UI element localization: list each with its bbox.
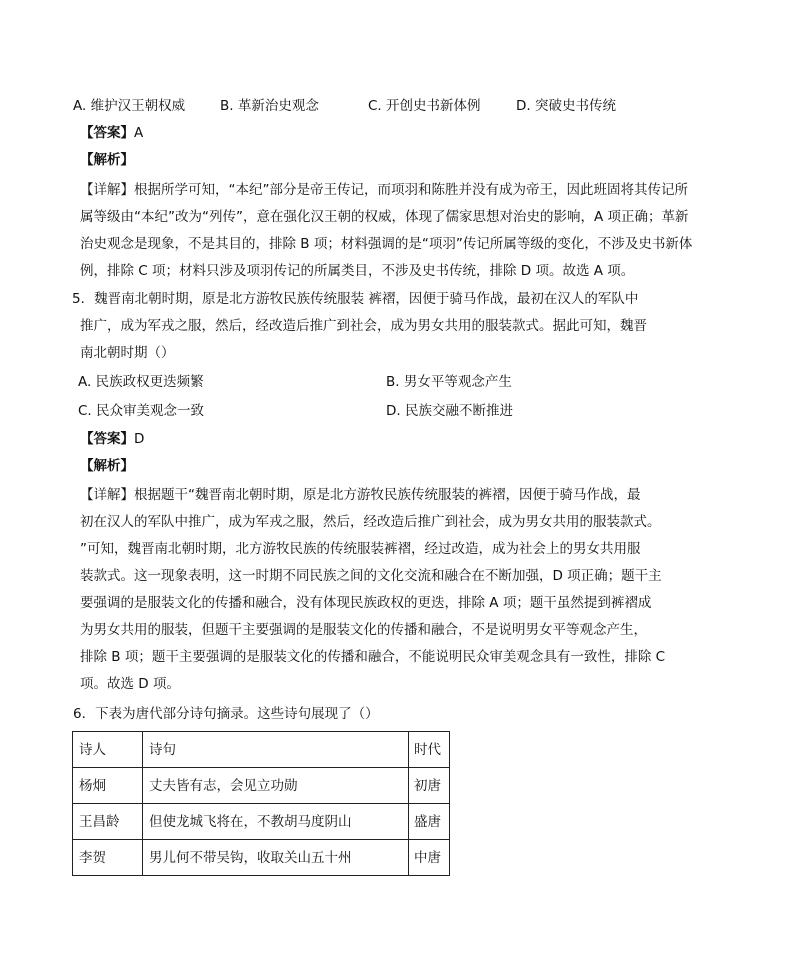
q4-option-b: B. 革新治史观念 xyxy=(220,98,319,114)
header-verse: 诗句 xyxy=(143,732,409,768)
q5-detail-line: 为男女共用的服装，但题干主要强调的是服装文化的传播和融合，不是说明男女平等观念产生， xyxy=(80,622,647,638)
q4-option-d: D. 突破史书传统 xyxy=(516,98,616,114)
q5-detail-line: 初在汉人的军队中推广，成为军戎之服，然后，经改造后推广到社会，成为男女共用的服装款式。 xyxy=(80,514,661,530)
q4-detail-line: 属等级由“本纪”改为“列传”，意在强化汉王朝的权威，体现了儒家思想对治史的影响，A 项正确；革新 xyxy=(80,209,689,225)
answer-value: D xyxy=(134,431,145,447)
q5-option-d: D. 民族交融不断推进 xyxy=(386,403,513,419)
q4-detail-line: 例，排除 C 项；材料只涉及项羽传记的所属类目，不涉及史书传统，排除 D 项。故选 A 项。 xyxy=(80,263,635,279)
cell-era: 盛唐 xyxy=(409,804,450,840)
cell-poet: 李贺 xyxy=(73,840,143,876)
q5-stem-line: 推广，成为军戎之服，然后，经改造后推广到社会，成为男女共用的服装款式。据此可知，魏晋 xyxy=(80,318,647,334)
q5-detail-line: 排除 B 项；题干主要强调的是服装文化的传播和融合，不能说明民众审美观念具有一致性，排除 C xyxy=(80,649,666,665)
header-era: 时代 xyxy=(409,732,450,768)
q5-option-b: B. 男女平等观念产生 xyxy=(386,374,512,390)
q4-option-a: A. 维护汉王朝权威 xyxy=(73,98,186,114)
q5-analysis-label: 【解析】 xyxy=(80,458,134,474)
q5-detail-line: 项。故选 D 项。 xyxy=(80,676,180,692)
cell-era: 中唐 xyxy=(409,840,450,876)
q4-detail-line: 【详解】根据所学可知，“本纪”部分是帝王传记，而项羽和陈胜并没有成为帝王，因此班固将其传记所 xyxy=(80,182,688,198)
cell-poet: 杨炯 xyxy=(73,768,143,804)
cell-verse: 但使龙城飞将在，不教胡马度阴山 xyxy=(143,804,409,840)
q4-answer xyxy=(80,123,143,143)
table-header-row xyxy=(73,732,450,768)
q5-detail-line: ”可知，魏晋南北朝时期，北方游牧民族的传统服装裤褶，经过改造，成为社会上的男女共用服 xyxy=(80,541,641,557)
q5-detail-line: 要强调的是服装文化的传播和融合，没有体现民族政权的更迭，排除 A 项；题干虽然提到裤褶成 xyxy=(80,595,652,611)
q5-stem-line: 南北朝时期（） xyxy=(80,345,175,361)
table-row xyxy=(73,840,450,876)
cell-verse: 男儿何不带吴钩，收取关山五十州 xyxy=(143,840,409,876)
q5-option-a: A. 民族政权更迭频繁 xyxy=(78,374,204,390)
poem-table xyxy=(72,731,450,876)
q5-detail-line: 【详解】根据题干“魏晋南北朝时期，原是北方游牧民族传统服装的裤褶，因便于骑马作战，最 xyxy=(80,487,641,503)
q5-answer xyxy=(80,429,144,449)
q6-stem: 6．下表为唐代部分诗句摘录。这些诗句展现了（） xyxy=(73,706,379,722)
q4-analysis-label: 【解析】 xyxy=(80,152,134,168)
answer-label: 【答案】 xyxy=(80,125,134,141)
q5-option-c: C. 民众审美观念一致 xyxy=(78,403,205,419)
q4-option-c: C. 开创史书新体例 xyxy=(368,98,481,114)
table-row xyxy=(73,804,450,840)
answer-label: 【答案】 xyxy=(80,431,134,447)
table-row xyxy=(73,768,450,804)
q5-detail-line: 装款式。这一现象表明，这一时期不同民族之间的文化交流和融合在不断加强，D 项正确；题干主 xyxy=(80,568,662,584)
q4-detail-line: 治史观念是现象，不是其目的，排除 B 项；材料强调的是“项羽”传记所属等级的变化，不涉及史书新体 xyxy=(80,236,693,252)
q5-stem-line: 5．魏晋南北朝时期，原是北方游牧民族传统服装 裤褶，因便于骑马作战，最初在汉人的军队中 xyxy=(72,291,639,307)
header-poet: 诗人 xyxy=(73,732,143,768)
cell-verse: 丈夫皆有志，会见立功勋 xyxy=(143,768,409,804)
answer-value: A xyxy=(134,125,144,141)
cell-poet: 王昌龄 xyxy=(73,804,143,840)
cell-era: 初唐 xyxy=(409,768,450,804)
